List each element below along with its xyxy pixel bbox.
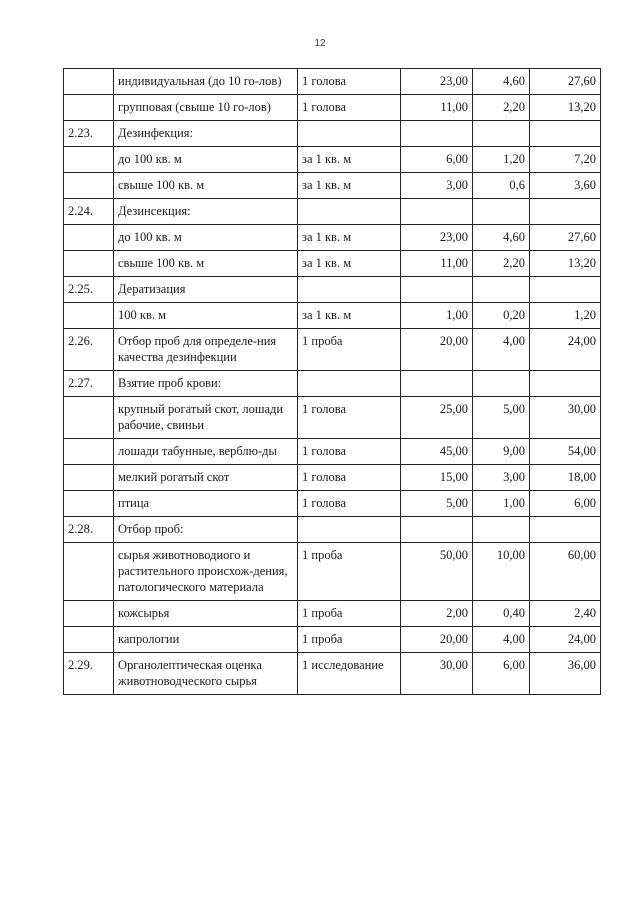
item-number-cell (64, 147, 114, 173)
unit-cell: за 1 кв. м (298, 147, 401, 173)
table-row (64, 277, 601, 303)
vat-cell: 3,00 (473, 465, 530, 491)
total-cell: 18,00 (530, 465, 601, 491)
service-description-cell: свыше 100 кв. м (114, 251, 298, 277)
service-description-cell: капрологии (114, 627, 298, 653)
vat-cell (473, 371, 530, 397)
table-row (64, 303, 601, 329)
price-cell: 30,00 (401, 653, 473, 695)
unit-cell: 1 голова (298, 491, 401, 517)
unit-cell: 1 проба (298, 627, 401, 653)
table-row (64, 121, 601, 147)
item-number-cell: 2.26. (64, 329, 114, 371)
vat-cell: 0,20 (473, 303, 530, 329)
vat-cell (473, 277, 530, 303)
vat-cell: 2,20 (473, 251, 530, 277)
service-description-cell: свыше 100 кв. м (114, 173, 298, 199)
table-row (64, 173, 601, 199)
price-cell: 11,00 (401, 251, 473, 277)
price-cell: 15,00 (401, 465, 473, 491)
total-cell: 30,00 (530, 397, 601, 439)
item-number-cell (64, 627, 114, 653)
unit-cell (298, 371, 401, 397)
vat-cell: 9,00 (473, 439, 530, 465)
price-cell: 1,00 (401, 303, 473, 329)
service-description-cell: крупный рогатый скот, лошади рабочие, свиньи (114, 397, 298, 439)
unit-cell (298, 277, 401, 303)
unit-cell (298, 517, 401, 543)
total-cell: 7,20 (530, 147, 601, 173)
item-number-cell: 2.27. (64, 371, 114, 397)
table-row (64, 653, 601, 695)
total-cell (530, 371, 601, 397)
table-row (64, 251, 601, 277)
table-row (64, 147, 601, 173)
service-description-cell: Дезинфекция: (114, 121, 298, 147)
item-number-cell (64, 69, 114, 95)
total-cell (530, 121, 601, 147)
total-cell: 24,00 (530, 627, 601, 653)
price-table (63, 68, 601, 695)
item-number-cell (64, 439, 114, 465)
table-row (64, 601, 601, 627)
price-cell (401, 517, 473, 543)
service-description-cell: индивидуальная (до 10 го-лов) (114, 69, 298, 95)
total-cell (530, 277, 601, 303)
service-description-cell: кожсырья (114, 601, 298, 627)
vat-cell (473, 517, 530, 543)
table-row (64, 543, 601, 601)
table-row (64, 69, 601, 95)
price-cell: 23,00 (401, 69, 473, 95)
unit-cell (298, 121, 401, 147)
price-cell: 5,00 (401, 491, 473, 517)
unit-cell: 1 проба (298, 601, 401, 627)
price-cell (401, 277, 473, 303)
service-description-cell: лошади табунные, верблю-ды (114, 439, 298, 465)
table-row (64, 329, 601, 371)
price-cell: 2,00 (401, 601, 473, 627)
service-description-cell: мелкий рогатый скот (114, 465, 298, 491)
unit-cell: 1 голова (298, 69, 401, 95)
table-row (64, 199, 601, 225)
vat-cell: 4,60 (473, 69, 530, 95)
total-cell: 3,60 (530, 173, 601, 199)
total-cell: 13,20 (530, 95, 601, 121)
vat-cell: 0,6 (473, 173, 530, 199)
total-cell (530, 199, 601, 225)
price-cell: 45,00 (401, 439, 473, 465)
vat-cell: 1,00 (473, 491, 530, 517)
unit-cell: за 1 кв. м (298, 251, 401, 277)
unit-cell: 1 голова (298, 397, 401, 439)
total-cell (530, 517, 601, 543)
total-cell: 6,00 (530, 491, 601, 517)
unit-cell: за 1 кв. м (298, 173, 401, 199)
service-description-cell: групповая (свыше 10 го-лов) (114, 95, 298, 121)
total-cell: 54,00 (530, 439, 601, 465)
vat-cell: 2,20 (473, 95, 530, 121)
unit-cell: 1 голова (298, 439, 401, 465)
table-row (64, 627, 601, 653)
table-row (64, 225, 601, 251)
table-row (64, 439, 601, 465)
item-number-cell (64, 303, 114, 329)
price-cell (401, 371, 473, 397)
vat-cell: 6,00 (473, 653, 530, 695)
unit-cell: 1 проба (298, 543, 401, 601)
service-description-cell: 100 кв. м (114, 303, 298, 329)
item-number-cell (64, 491, 114, 517)
unit-cell: 1 голова (298, 465, 401, 491)
price-cell: 20,00 (401, 329, 473, 371)
price-cell (401, 121, 473, 147)
item-number-cell (64, 397, 114, 439)
unit-cell: 1 исследование (298, 653, 401, 695)
vat-cell (473, 121, 530, 147)
price-cell: 50,00 (401, 543, 473, 601)
service-description-cell: Органолептическая оценка животноводческого сырья (114, 653, 298, 695)
table-row (64, 397, 601, 439)
vat-cell: 1,20 (473, 147, 530, 173)
price-cell (401, 199, 473, 225)
service-description-cell: до 100 кв. м (114, 147, 298, 173)
total-cell: 1,20 (530, 303, 601, 329)
vat-cell (473, 199, 530, 225)
item-number-cell: 2.28. (64, 517, 114, 543)
price-cell: 20,00 (401, 627, 473, 653)
item-number-cell: 2.24. (64, 199, 114, 225)
price-cell: 11,00 (401, 95, 473, 121)
table-row (64, 371, 601, 397)
item-number-cell: 2.29. (64, 653, 114, 695)
item-number-cell (64, 601, 114, 627)
price-cell: 25,00 (401, 397, 473, 439)
total-cell: 36,00 (530, 653, 601, 695)
service-description-cell: птица (114, 491, 298, 517)
service-description-cell: Дезинсекция: (114, 199, 298, 225)
table-row (64, 517, 601, 543)
total-cell: 13,20 (530, 251, 601, 277)
service-description-cell: Отбор проб: (114, 517, 298, 543)
vat-cell: 0,40 (473, 601, 530, 627)
unit-cell: за 1 кв. м (298, 303, 401, 329)
unit-cell: 1 голова (298, 95, 401, 121)
table-row (64, 465, 601, 491)
vat-cell: 10,00 (473, 543, 530, 601)
price-cell: 3,00 (401, 173, 473, 199)
item-number-cell (64, 251, 114, 277)
item-number-cell (64, 95, 114, 121)
service-description-cell: Отбор проб для определе-ния качества дезинфекции (114, 329, 298, 371)
vat-cell: 4,00 (473, 627, 530, 653)
service-description-cell: до 100 кв. м (114, 225, 298, 251)
vat-cell: 4,60 (473, 225, 530, 251)
service-description-cell: Дератизация (114, 277, 298, 303)
price-cell: 6,00 (401, 147, 473, 173)
total-cell: 27,60 (530, 225, 601, 251)
table-row (64, 491, 601, 517)
unit-cell: за 1 кв. м (298, 225, 401, 251)
total-cell: 60,00 (530, 543, 601, 601)
item-number-cell (64, 225, 114, 251)
unit-cell: 1 проба (298, 329, 401, 371)
unit-cell (298, 199, 401, 225)
total-cell: 27,60 (530, 69, 601, 95)
vat-cell: 5,00 (473, 397, 530, 439)
service-description-cell: Взятие проб крови: (114, 371, 298, 397)
item-number-cell (64, 543, 114, 601)
item-number-cell: 2.25. (64, 277, 114, 303)
table-row (64, 95, 601, 121)
total-cell: 2,40 (530, 601, 601, 627)
vat-cell: 4,00 (473, 329, 530, 371)
price-cell: 23,00 (401, 225, 473, 251)
page-number: 12 (314, 38, 326, 49)
item-number-cell (64, 173, 114, 199)
item-number-cell (64, 465, 114, 491)
table-body (64, 69, 601, 695)
service-description-cell: сырья животноводиого и растительного происхож-дения, патологического материала (114, 543, 298, 601)
item-number-cell: 2.23. (64, 121, 114, 147)
total-cell: 24,00 (530, 329, 601, 371)
